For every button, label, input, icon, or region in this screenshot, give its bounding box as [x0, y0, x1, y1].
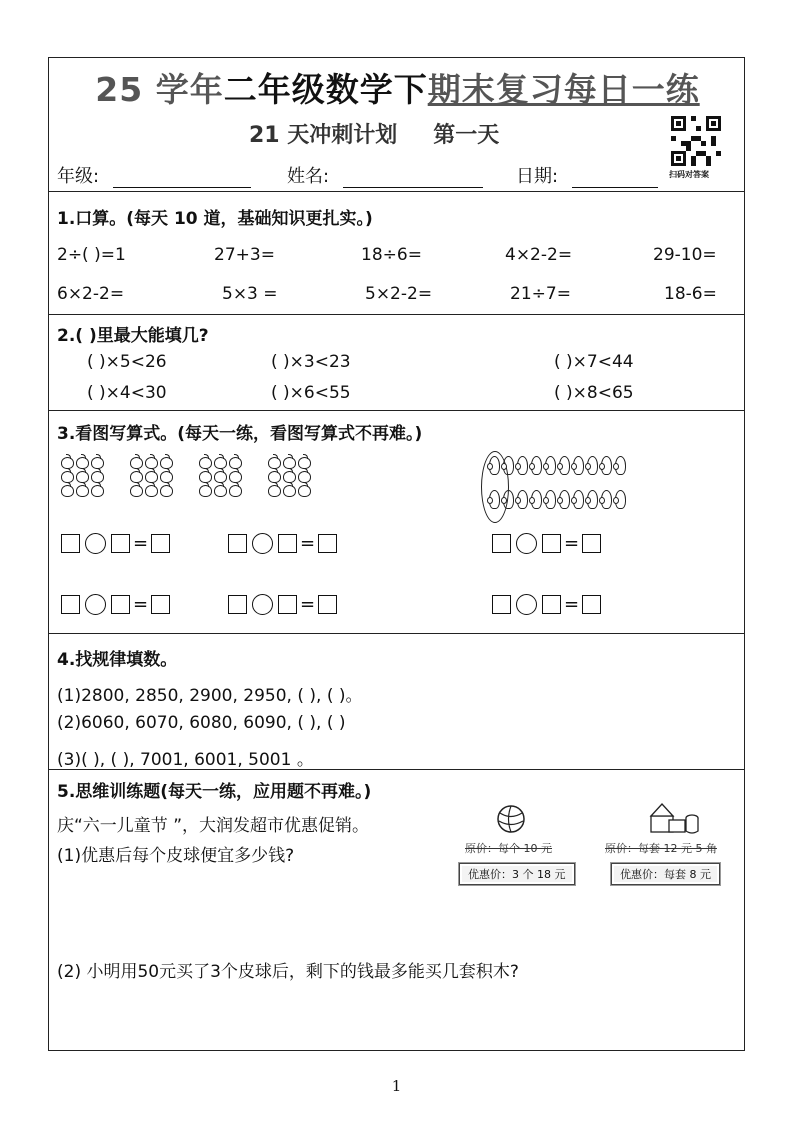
name-input-line[interactable] [343, 169, 483, 188]
date-field [516, 162, 658, 188]
divider [49, 410, 744, 411]
answer-box[interactable] [492, 534, 511, 553]
answer-box[interactable] [278, 595, 297, 614]
operator-circle[interactable] [85, 533, 106, 554]
glove-icon [601, 456, 612, 475]
date-input-line[interactable] [572, 169, 658, 188]
glove-icon [531, 490, 542, 509]
subtitle-day: 第一天 [433, 123, 500, 148]
answer-box[interactable] [111, 595, 130, 614]
equation-template [228, 533, 337, 554]
equation-template [492, 594, 601, 615]
answer-box[interactable] [318, 595, 337, 614]
equals-sign: = [564, 594, 580, 615]
title-review: 期末复习每日一练 [427, 70, 700, 109]
name-label: 姓名: [287, 166, 330, 187]
answer-box[interactable] [228, 595, 247, 614]
inequality-item: ( )×4<30 [87, 383, 167, 403]
blocks-original-price: 原价：每套 12 元 5 角 [605, 842, 717, 855]
divider [49, 633, 744, 634]
divider [49, 314, 744, 315]
answer-box[interactable] [542, 534, 561, 553]
worksheet-frame [48, 57, 745, 1051]
calc-item: 27+3= [214, 245, 275, 265]
pattern-line: (1)2800, 2850, 2900, 2950, ( ), ( )。 [57, 686, 363, 706]
answer-box[interactable] [61, 595, 80, 614]
glove-icon [517, 490, 528, 509]
title-year: 25 学年 [95, 70, 224, 109]
operator-circle[interactable] [516, 594, 537, 615]
apple-icon [199, 485, 212, 497]
equation-template [492, 533, 601, 554]
answer-box[interactable] [582, 595, 601, 614]
page-number: 1 [391, 1077, 402, 1095]
name-field [287, 162, 483, 188]
apple-icon [160, 485, 173, 497]
apple-icon [229, 485, 242, 497]
grade-label: 年级: [57, 166, 100, 187]
calc-item: 4×2-2= [505, 245, 573, 265]
equals-sign: = [133, 594, 149, 615]
apple-icon [283, 485, 296, 497]
answer-box[interactable] [318, 534, 337, 553]
apple-icon [298, 485, 311, 497]
apple-group [268, 457, 312, 497]
glove-icon [531, 456, 542, 475]
inequality-item: ( )×8<65 [554, 383, 634, 403]
apple-icon [91, 485, 104, 497]
answer-box[interactable] [111, 534, 130, 553]
equals-sign: = [300, 533, 316, 554]
date-label: 日期: [516, 166, 559, 187]
glove-icon [517, 456, 528, 475]
calc-item: 5×3 = [222, 284, 278, 304]
operator-circle[interactable] [85, 594, 106, 615]
divider [49, 769, 744, 770]
qr-code-icon[interactable] [671, 116, 721, 166]
page-title [49, 64, 746, 111]
glove-icon [545, 490, 556, 509]
pattern-line: (3)( ), ( ), 7001, 6001, 5001 。 [57, 750, 314, 770]
answer-box[interactable] [151, 595, 170, 614]
operator-circle[interactable] [516, 533, 537, 554]
calc-item: 18÷6= [361, 245, 422, 265]
problem-intro: 庆“六一儿童节 ”，大润发超市优惠促销。 [57, 816, 370, 836]
answer-box[interactable] [582, 534, 601, 553]
title-grade: 二年级数学下 [223, 70, 428, 109]
subtitle-plan: 21 天冲刺计划 [249, 123, 398, 148]
answer-box[interactable] [151, 534, 170, 553]
ball-original-price: 原价：每个 10 元 [465, 842, 552, 855]
glove-icon [559, 490, 570, 509]
apples-picture [61, 457, 312, 497]
glove-icon [601, 490, 612, 509]
inequality-item: ( )×3<23 [271, 352, 351, 372]
equation-template [61, 533, 170, 554]
glove-icon [489, 456, 500, 475]
glove-icon [573, 456, 584, 475]
calc-item: 6×2-2= [57, 284, 125, 304]
gloves-row-top [489, 456, 629, 479]
ball-icon [496, 804, 526, 834]
operator-circle[interactable] [252, 533, 273, 554]
apple-icon [76, 485, 89, 497]
glove-icon [587, 490, 598, 509]
question-1: (1)优惠后每个皮球便宜多少钱? [57, 846, 295, 866]
question-2: (2) 小明用50元买了3个皮球后，剩下的钱最多能买几套积木? [57, 962, 519, 982]
glove-icon [545, 456, 556, 475]
grade-input-line[interactable] [113, 169, 251, 188]
calc-item: 2÷( )=1 [57, 245, 126, 265]
divider [49, 191, 744, 192]
section3-heading: 3.看图写算式。(每天一练，看图写算式不再难。) [57, 424, 423, 444]
apple-icon [61, 485, 74, 497]
equals-sign: = [564, 533, 580, 554]
apple-icon [214, 485, 227, 497]
subtitle [249, 118, 535, 149]
equals-sign: = [300, 594, 316, 615]
glove-icon [503, 490, 514, 509]
glove-icon [503, 456, 514, 475]
section1-heading: 1.口算。(每天 10 道，基础知识更扎实。) [57, 209, 373, 229]
answer-box[interactable] [278, 534, 297, 553]
apple-group [199, 457, 243, 497]
section5-heading: 5.思维训练题(每天一练，应用题不再难。) [57, 782, 372, 802]
apple-icon [130, 485, 143, 497]
calc-item: 29-10= [653, 245, 717, 265]
equals-sign: = [133, 533, 149, 554]
answer-box[interactable] [228, 534, 247, 553]
section2-heading: 2.( )里最大能填几? [57, 326, 209, 346]
pattern-line: (2)6060, 6070, 6080, 6090, ( ), ( ) [57, 713, 346, 733]
gloves-row-bottom [489, 490, 629, 513]
glove-icon [615, 456, 626, 475]
glove-icon [573, 490, 584, 509]
answer-box[interactable] [492, 595, 511, 614]
answer-box[interactable] [61, 534, 80, 553]
glove-icon [587, 456, 598, 475]
building-blocks-icon [647, 800, 703, 836]
calc-item: 21÷7= [510, 284, 571, 304]
grade-field [57, 162, 251, 188]
equation-template [61, 594, 170, 615]
inequality-item: ( )×7<44 [554, 352, 634, 372]
glove-icon [559, 456, 570, 475]
calc-item: 18-6= [664, 284, 717, 304]
apple-icon [145, 485, 158, 497]
section4-heading: 4.找规律填数。 [57, 650, 178, 670]
glove-icon [615, 490, 626, 509]
answer-box[interactable] [542, 595, 561, 614]
blocks-sale-price: 优惠价：每套 8 元 [611, 863, 720, 885]
glove-icon [489, 490, 500, 509]
operator-circle[interactable] [252, 594, 273, 615]
inequality-item: ( )×5<26 [87, 352, 167, 372]
equation-template [228, 594, 337, 615]
inequality-item: ( )×6<55 [271, 383, 351, 403]
ball-sale-price: 优惠价：3 个 18 元 [459, 863, 575, 885]
calc-item: 5×2-2= [365, 284, 433, 304]
apple-group [130, 457, 174, 497]
qr-label: 扫码对答案 [669, 170, 709, 179]
apple-group [61, 457, 105, 497]
apple-icon [268, 485, 281, 497]
